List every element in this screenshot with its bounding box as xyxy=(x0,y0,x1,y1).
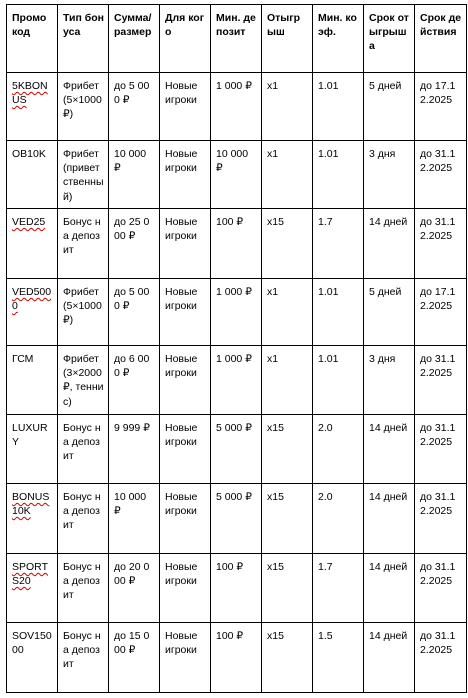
cell-audience: Новые игроки xyxy=(160,73,211,141)
cell-min-deposit: 1 000 ₽ xyxy=(211,346,262,415)
cell-amount: 10 000 ₽ xyxy=(109,141,160,209)
cell-wager: x1 xyxy=(262,141,313,209)
table-row xyxy=(7,73,467,141)
cell-wager-period: 5 дней xyxy=(364,279,415,346)
cell-wager: x15 xyxy=(262,554,313,623)
cell-validity: до 31.12.2025 xyxy=(415,554,467,623)
table-row xyxy=(7,346,467,415)
cell-amount: до 5 000 ₽ xyxy=(109,73,160,141)
promo-code: SOV15000 xyxy=(12,630,52,657)
table-row xyxy=(7,415,467,484)
cell-audience: Новые игроки xyxy=(160,279,211,346)
promo-code: OB10K xyxy=(12,148,46,160)
cell-min-odds: 1.7 xyxy=(313,554,364,623)
cell-amount: 9 999 ₽ xyxy=(109,415,160,484)
table-row xyxy=(7,484,467,554)
cell-min-odds: 1.01 xyxy=(313,279,364,346)
cell-wager: x15 xyxy=(262,415,313,484)
cell-min-odds: 2.0 xyxy=(313,415,364,484)
cell-min-deposit: 1 000 ₽ xyxy=(211,279,262,346)
cell-wager-period: 3 дня xyxy=(364,346,415,415)
cell-wager-period: 3 дня xyxy=(364,141,415,209)
cell-validity: до 31.12.2025 xyxy=(415,209,467,279)
cell-audience: Новые игроки xyxy=(160,554,211,623)
cell-min-odds: 1.01 xyxy=(313,73,364,141)
cell-validity: до 31.12.2025 xyxy=(415,346,467,415)
header-min-deposit: Мин. депозит xyxy=(211,5,262,73)
cell-amount: до 5 000 ₽ xyxy=(109,279,160,346)
cell-audience: Новые игроки xyxy=(160,209,211,279)
cell-min-odds: 1.01 xyxy=(313,141,364,209)
cell-validity: до 31.12.2025 xyxy=(415,141,467,209)
cell-validity: до 31.12.2025 xyxy=(415,415,467,484)
cell-bonus-type: Фрибет (приветственный) xyxy=(58,141,109,209)
cell-bonus-type: Бонус на депозит xyxy=(58,554,109,623)
cell-min-odds: 2.0 xyxy=(313,484,364,554)
cell-validity: до 31.12.2025 xyxy=(415,623,467,693)
cell-wager-period: 14 дней xyxy=(364,623,415,693)
cell-audience: Новые игроки xyxy=(160,484,211,554)
cell-min-odds: 1.5 xyxy=(313,623,364,693)
cell-amount: до 25 000 ₽ xyxy=(109,209,160,279)
table-row xyxy=(7,209,467,279)
cell-wager-period: 14 дней xyxy=(364,209,415,279)
cell-promo-code xyxy=(7,623,58,693)
cell-bonus-type: Фрибет (5×1000 ₽) xyxy=(58,279,109,346)
cell-min-odds: 1.7 xyxy=(313,209,364,279)
cell-min-deposit: 5 000 ₽ xyxy=(211,415,262,484)
table-row xyxy=(7,141,467,209)
cell-promo-code xyxy=(7,415,58,484)
promo-codes-table xyxy=(6,4,467,693)
cell-promo-code xyxy=(7,279,58,346)
cell-audience: Новые игроки xyxy=(160,415,211,484)
cell-wager: x15 xyxy=(262,623,313,693)
cell-min-odds: 1.01 xyxy=(313,346,364,415)
promo-code: ГСМ xyxy=(12,353,34,365)
header-promo-code: Промо код xyxy=(7,5,58,73)
header-row xyxy=(7,5,467,73)
cell-audience: Новые игроки xyxy=(160,346,211,415)
cell-promo-code xyxy=(7,484,58,554)
cell-promo-code xyxy=(7,554,58,623)
table-row xyxy=(7,554,467,623)
table-row xyxy=(7,279,467,346)
cell-bonus-type: Бонус на депозит xyxy=(58,623,109,693)
promo-code: VED25 xyxy=(12,216,46,228)
header-validity: Срок действия xyxy=(415,5,467,73)
cell-validity: до 17.12.2025 xyxy=(415,279,467,346)
promo-code: LUXURY xyxy=(12,422,48,449)
cell-amount: до 6 000 ₽ xyxy=(109,346,160,415)
cell-wager: x1 xyxy=(262,279,313,346)
cell-promo-code xyxy=(7,346,58,415)
cell-bonus-type: Бонус на депозит xyxy=(58,484,109,554)
table-row xyxy=(7,623,467,693)
cell-wager: x15 xyxy=(262,209,313,279)
promo-code: VED5000 xyxy=(12,286,52,313)
promo-code: BONUS10K xyxy=(12,491,50,518)
cell-min-deposit: 10 000 ₽ xyxy=(211,141,262,209)
cell-wager-period: 14 дней xyxy=(364,554,415,623)
promo-code: 5KBONUS xyxy=(12,80,48,107)
cell-wager-period: 5 дней xyxy=(364,73,415,141)
cell-bonus-type: Бонус на депозит xyxy=(58,415,109,484)
cell-min-deposit: 100 ₽ xyxy=(211,209,262,279)
cell-wager-period: 14 дней xyxy=(364,484,415,554)
cell-amount: до 15 000 ₽ xyxy=(109,623,160,693)
header-audience: Для кого xyxy=(160,5,211,73)
cell-amount: до 20 000 ₽ xyxy=(109,554,160,623)
cell-wager: x1 xyxy=(262,73,313,141)
header-amount: Сумма/ размер xyxy=(109,5,160,73)
cell-bonus-type: Бонус на депозит xyxy=(58,209,109,279)
cell-audience: Новые игроки xyxy=(160,623,211,693)
cell-promo-code xyxy=(7,209,58,279)
cell-audience: Новые игроки xyxy=(160,141,211,209)
header-min-odds: Мин. коэф. xyxy=(313,5,364,73)
cell-bonus-type: Фрибет (3×2000 ₽, теннис) xyxy=(58,346,109,415)
cell-min-deposit: 100 ₽ xyxy=(211,554,262,623)
cell-min-deposit: 100 ₽ xyxy=(211,623,262,693)
cell-min-deposit: 5 000 ₽ xyxy=(211,484,262,554)
header-bonus-type: Тип бонуса xyxy=(58,5,109,73)
cell-wager: x1 xyxy=(262,346,313,415)
cell-promo-code xyxy=(7,141,58,209)
cell-validity: до 17.12.2025 xyxy=(415,73,467,141)
cell-promo-code xyxy=(7,73,58,141)
header-wager-period: Срок отыгрыша xyxy=(364,5,415,73)
cell-validity: до 31.12.2025 xyxy=(415,484,467,554)
header-wager: Отыгрыш xyxy=(262,5,313,73)
cell-wager-period: 14 дней xyxy=(364,415,415,484)
cell-bonus-type: Фрибет (5×1000 ₽) xyxy=(58,73,109,141)
promo-code: SPORTS20 xyxy=(12,561,48,588)
cell-amount: 10 000 ₽ xyxy=(109,484,160,554)
cell-min-deposit: 1 000 ₽ xyxy=(211,73,262,141)
cell-wager: x15 xyxy=(262,484,313,554)
